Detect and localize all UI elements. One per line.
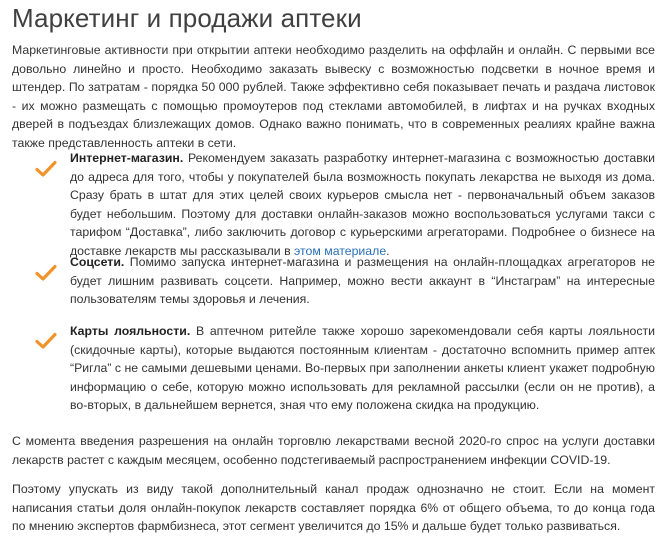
item-text: Рекомендуем заказать разработку интернет-магазина с возможностью доставки до адреса для того, чтобы у покупателей была возможность покупать лекарства не выходя из дома. Сразу брать в штат для этих целей своих курьеров смысла нет - первоначальный объем заказов будет небольшим. Поэтому для доставки онлайн-заказов можно воспользоваться услугами такси с тарифом “Доставка”, либо заключить договор с курьерскими агрегаторами. Подробнее о бизнесе на доставке лекарств мы рассказывали в (70, 151, 655, 258)
list-item (70, 322, 655, 415)
item-tail: . (386, 243, 390, 258)
item-heading: Карты лояльности. (70, 324, 191, 338)
item-text: В аптечном ритейле также хорошо зарекомендовали себя карты лояльности (скидочные карты), которые выдаются постоянным клиентам - достаточно вспомнить пример аптек “Ригла” с не самыми дешевыми ценами. Во-первых при заполнении анкеты клиент укажет подробную информацию о себе, которую можно использовать для рекламной рассылки (если он не против), а во-вторых, в дальнейшем вернется, зная что ему положена скидка на продукцию. (70, 324, 655, 413)
item-heading: Соцсети. (70, 255, 125, 269)
check-icon (35, 264, 57, 282)
intro-paragraph: Маркетинговые активности при открытии аптеки необходимо разделить на оффлайн и онлайн. С первыми все довольно линейно и просто. Необходимо заказать вывеску с возможностью подсветки в ночное время и штендер. По затратам - порядка 50 000 рублей. Также эффективно себя показывает печать и раздача листовок - их можно размещать с помощью промоутеров под стеклами автомобилей, в лифтах и на ручках входных дверей в подъездах близлежащих домов. Однако важно понимать, что в современных реалиях крайне важна также представленность аптеки в сети. (12, 43, 655, 150)
item-heading: Интернет-магазин. (70, 151, 184, 165)
page-title: Маркетинг и продажи аптеки (12, 3, 362, 33)
article-link[interactable]: этом материале (294, 243, 387, 258)
list-item (70, 149, 655, 261)
paragraph-covid: С момента введения разрешения на онлайн торговлю лекарствами весной 2020-го спрос на услуги доставки лекарств растет с каждым месяцем, особенно подстегиваемый распространением инфекции COVID-19. (12, 434, 655, 467)
check-icon (35, 332, 57, 350)
paragraph-online-share: Поэтому упускать из виду такой дополнительный канал продаж однозначно не стоит. Если на момент написания статьи доля онлайн-покупок лекарств составляет порядка 6% от общего объема, то до конца года по мнению экспертов фармбизнеса, этот сегмент увеличится до 15% и дальше будет только развиваться. (12, 482, 655, 534)
list-item (70, 253, 655, 309)
item-text: Помимо запуска интернет-магазина и размещения на онлайн-площадках агрегаторов не будет лишним развивать соцсети. Например, можно вести аккаунт в “Инстаграм” на интересные пользователям темы здоровья и лечения. (70, 255, 655, 307)
check-icon (35, 160, 57, 178)
